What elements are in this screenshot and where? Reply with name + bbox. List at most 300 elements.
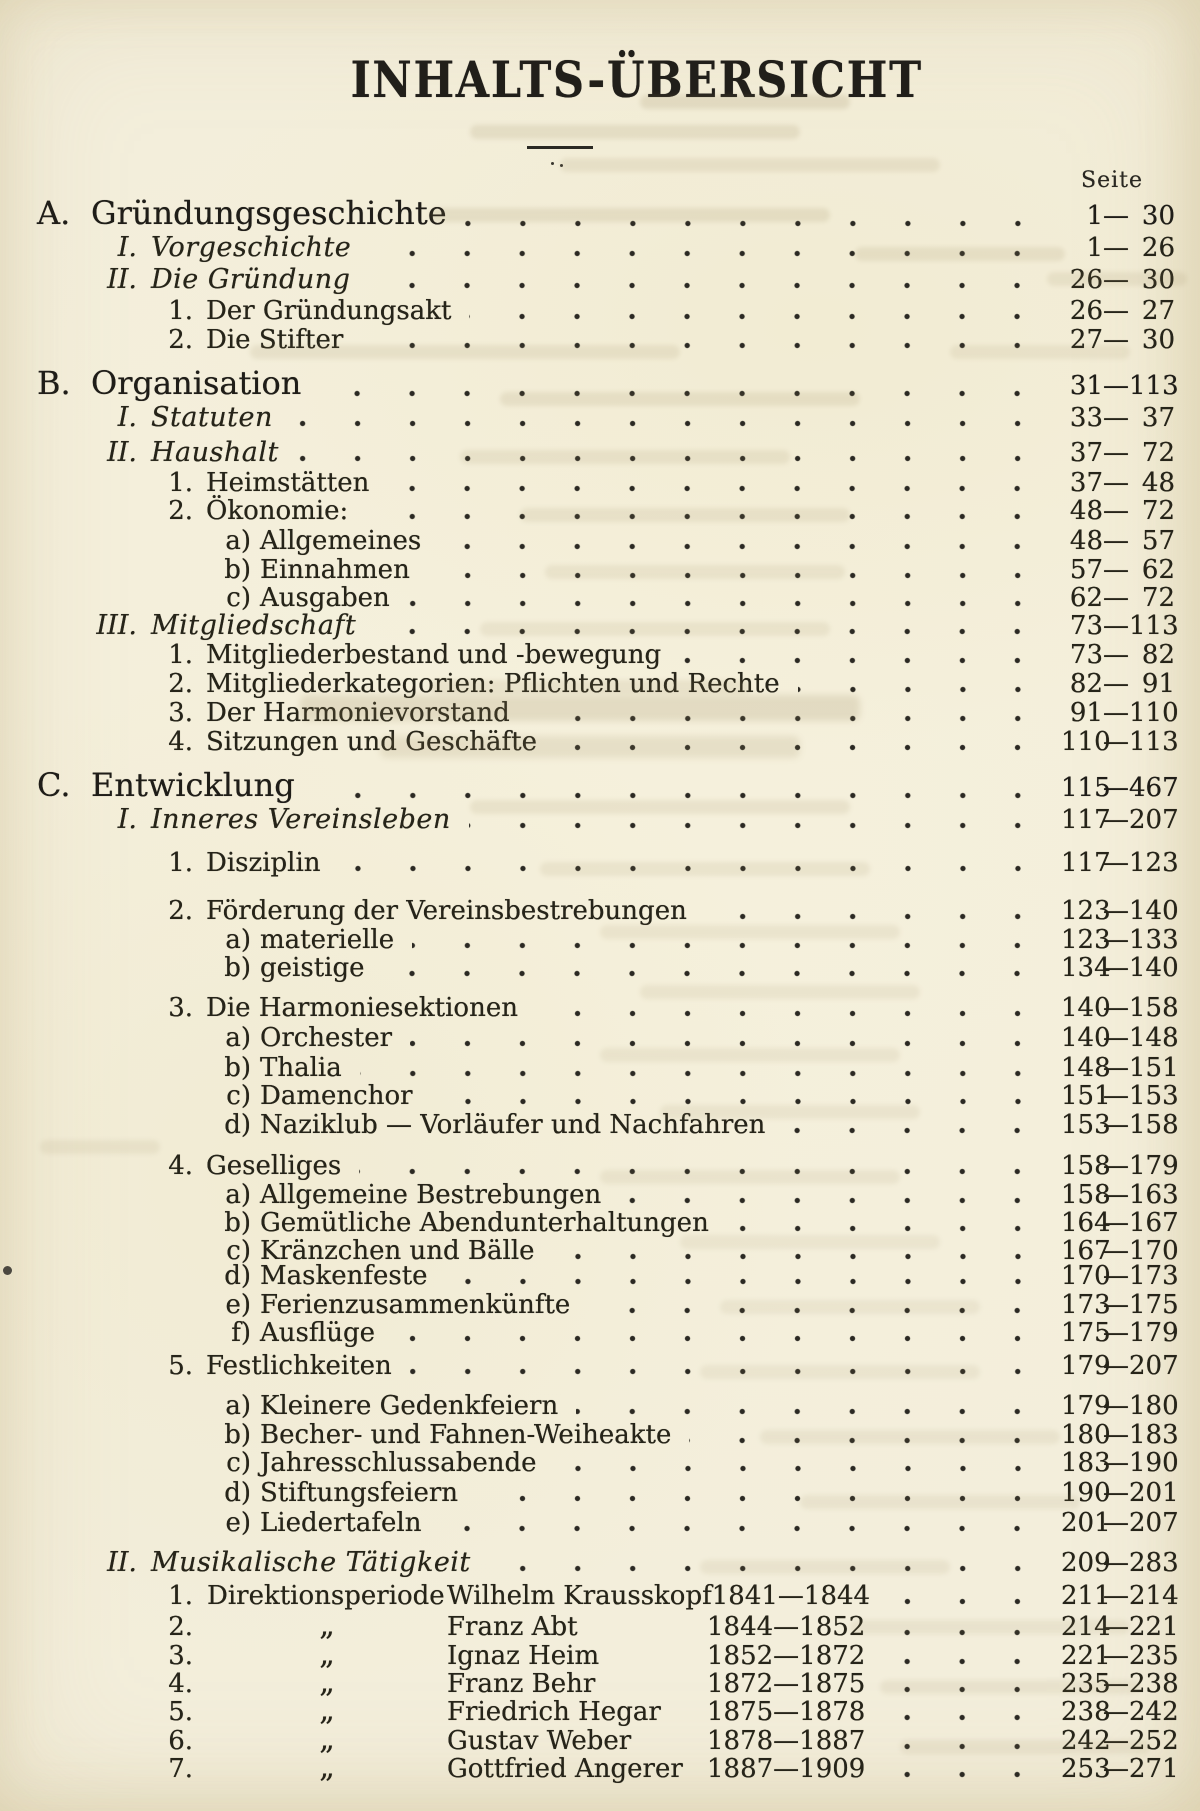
entry-role: „ (319, 1608, 335, 1643)
page-range (1061, 925, 1179, 955)
page-range-end: 72 (1141, 496, 1175, 526)
toc-entry (37, 804, 1179, 835)
entry-label: 2. (168, 669, 193, 699)
page-range-end: 27 (1141, 296, 1175, 326)
page-range-dash: — (1103, 1318, 1129, 1348)
page-range-start: 73 (1069, 611, 1103, 641)
page-range-end: 467 (1129, 773, 1179, 803)
page-range-dash: — (1103, 993, 1129, 1023)
entry-label: 1. (168, 296, 193, 326)
leader-dots (393, 1335, 1045, 1342)
page-range-end: 252 (1129, 1726, 1179, 1756)
leader-dots (361, 342, 1045, 349)
entry-label: e) (225, 1508, 251, 1538)
page-range-start: 134 (1061, 953, 1111, 983)
toc-entry (37, 1236, 1179, 1266)
toc-entry (37, 670, 1175, 698)
leader-dots (408, 600, 1045, 607)
toc-entry (37, 1448, 1179, 1478)
conductor-name: Ignaz Heim (447, 1641, 600, 1671)
page-range-end: 170 (1129, 1236, 1179, 1266)
conductor-entry (37, 1750, 1179, 1785)
tenure-years: 1844—1852 (707, 1612, 866, 1642)
leader-dots (705, 913, 1045, 920)
entry-title: Sitzungen und Geschäfte (206, 727, 537, 757)
page-range-end: 153 (1129, 1081, 1179, 1111)
entry-label: B. (37, 364, 71, 402)
entry-title: Entwicklung (91, 766, 295, 804)
leader-dots (588, 1307, 1045, 1314)
entry-title: Allgemeines (260, 526, 422, 556)
page-range-end: 113 (1129, 727, 1179, 757)
page-range-start: 140 (1061, 1023, 1111, 1053)
page-range (1061, 1669, 1179, 1699)
entry-label: d) (224, 1478, 251, 1508)
page-range-start: 173 (1061, 1290, 1111, 1320)
entry-label: 3. (168, 698, 193, 728)
toc-entry (37, 1081, 1179, 1111)
toc-entry (37, 1023, 1179, 1053)
page-range-end: 91 (1141, 669, 1175, 699)
page-range-dash: — (1103, 669, 1129, 699)
page-range-start: 110 (1061, 727, 1111, 757)
page-range (1061, 497, 1175, 525)
conductor-entry (37, 1608, 1179, 1643)
entry-label: III. (96, 610, 137, 641)
entry-title: Ökonomie: (206, 496, 349, 526)
entry-title: Kränzchen und Bälle (260, 1236, 535, 1266)
entry-label: 2. (168, 325, 193, 355)
toc-entry (37, 766, 1179, 804)
entry-title: Kleinere Gedenkfeiern (260, 1391, 559, 1421)
page-range-start: 235 (1061, 1669, 1111, 1699)
page-range-dash: — (1103, 611, 1129, 641)
page-range-start: 170 (1061, 1261, 1111, 1291)
toc-entry (37, 1053, 1179, 1083)
page-range-dash: — (1103, 1391, 1129, 1421)
entry-number: 3. (168, 1641, 193, 1671)
toc-entry (37, 610, 1179, 641)
toc-entry (37, 1318, 1179, 1348)
page-range-dash: — (1103, 555, 1129, 585)
leader-dots (359, 1168, 1045, 1175)
toc-entry (37, 1391, 1179, 1421)
tenure-years: 1878—1887 (707, 1726, 866, 1756)
page-range-dash: — (1103, 1351, 1129, 1381)
toc-entry (37, 297, 1175, 325)
page-range-end: 201 (1129, 1478, 1179, 1508)
page-range (1061, 469, 1175, 497)
entry-label: II. (107, 1547, 137, 1578)
leader-dots (369, 250, 1045, 257)
entry-title: Mitgliederbestand und -bewegung (206, 640, 662, 670)
leader-dots (291, 420, 1045, 427)
page-range-end: 179 (1129, 1151, 1179, 1181)
entry-title: Geselliges (206, 1151, 342, 1181)
leader-dots (313, 792, 1045, 799)
conductor-entry (37, 1693, 1179, 1728)
toc-entry (37, 194, 1175, 232)
entry-label: I. (117, 402, 137, 433)
entry-label: c) (226, 583, 251, 613)
toc-entry (37, 1290, 1179, 1320)
entry-title: geistige (260, 953, 365, 983)
page-range-dash: — (1103, 1548, 1129, 1578)
page-range-end: 238 (1129, 1669, 1179, 1699)
page-range-end: 167 (1129, 1208, 1179, 1238)
page-range-end: 30 (1141, 201, 1175, 231)
page-range-dash: — (1103, 1110, 1129, 1140)
page-range (1061, 297, 1175, 325)
page-range-dash: — (1103, 1180, 1129, 1210)
page-range-dash: — (1103, 201, 1129, 231)
page-range-start: 158 (1061, 1151, 1111, 1181)
page-range-end: 123 (1129, 848, 1179, 878)
page-range (1061, 1420, 1179, 1450)
page-range-start: 123 (1061, 896, 1111, 926)
page-range-dash: — (1103, 403, 1129, 433)
ink-speck (3, 1266, 12, 1275)
entry-title: Mitgliederkategorien: Pflichten und Rechte (206, 669, 780, 699)
page-range-end: 140 (1129, 953, 1179, 983)
entry-role: „ (319, 1722, 335, 1757)
page-range-dash: — (1103, 1208, 1129, 1238)
page-range-dash: — (1103, 773, 1129, 803)
leader-dots (387, 485, 1045, 492)
entry-role: Direktionsperiode (207, 1581, 445, 1611)
leader-dots (374, 628, 1045, 635)
tenure-years: 1887—1909 (707, 1754, 866, 1784)
page-range-start: 117 (1061, 848, 1111, 878)
page-range (1061, 805, 1179, 835)
page-range (1061, 848, 1179, 878)
ink-specks (551, 162, 565, 168)
page-range-end: 26 (1141, 233, 1175, 263)
page-range (1061, 611, 1179, 641)
page-range-end: 82 (1141, 640, 1175, 670)
toc-entry (37, 848, 1179, 878)
toc-entry (37, 896, 1179, 926)
page-range-end: 57 (1141, 526, 1175, 556)
conductor-entry (37, 1722, 1179, 1757)
leader-dots (876, 1598, 1045, 1605)
toc-entry (37, 1261, 1179, 1291)
entry-label: I. (117, 804, 137, 835)
page-range-dash: — (1103, 468, 1129, 498)
conductor-name: Franz Abt (447, 1612, 578, 1642)
entry-label: b) (224, 1053, 251, 1083)
entry-label: c) (226, 1236, 251, 1266)
page-range-dash: — (1103, 1754, 1129, 1784)
page-range-start: 190 (1061, 1478, 1111, 1508)
leader-dots (689, 1437, 1045, 1444)
page-range-dash: — (1103, 1053, 1129, 1083)
toc-entry (37, 1547, 1179, 1578)
page-range-dash: — (1103, 1290, 1129, 1320)
entry-title: Organisation (91, 364, 302, 402)
page-range (1061, 1581, 1179, 1611)
entry-label: a) (225, 526, 251, 556)
page-range-start: 238 (1061, 1697, 1111, 1727)
conductor-name: Friedrich Hegar (447, 1697, 661, 1727)
page-range-end: 158 (1129, 1110, 1179, 1140)
entry-title: Becher- und Fahnen-Weiheakte (260, 1420, 672, 1450)
page-range (1061, 698, 1179, 728)
leader-dots (555, 1465, 1045, 1472)
page-range-start: 175 (1061, 1318, 1111, 1348)
entry-number: 5. (168, 1697, 193, 1727)
leader-dots (410, 1040, 1045, 1047)
toc-entry (37, 698, 1179, 728)
entry-label: II. (107, 264, 137, 295)
entry-label: c) (226, 1081, 251, 1111)
entry-label: f) (231, 1318, 251, 1348)
toc-entry (37, 1508, 1179, 1538)
toc-entry (37, 993, 1179, 1023)
page-range (1061, 993, 1179, 1023)
page-range-dash: — (1103, 371, 1129, 401)
toc-entry (37, 1420, 1179, 1450)
page-range-end: 173 (1129, 1261, 1179, 1291)
entry-title: Inneres Vereinsleben (151, 804, 451, 835)
leader-dots (871, 1771, 1045, 1778)
page-range-start: 140 (1061, 993, 1111, 1023)
leader-dots (798, 686, 1045, 693)
tenure-years: 1841—1844 (711, 1581, 871, 1611)
entry-label: II. (107, 437, 137, 468)
bleed-through-artifact (470, 125, 800, 139)
page-range-dash: — (1103, 953, 1129, 983)
page-column-header: Seite (1081, 168, 1143, 193)
toc-entry (37, 1110, 1179, 1140)
page-range-start: 180 (1061, 1420, 1111, 1450)
page-range-start: 1 (1086, 201, 1103, 231)
page-range (1061, 670, 1175, 698)
page-range-dash: — (1103, 1448, 1129, 1478)
conductor-name: Wilhelm Krausskopf (447, 1581, 712, 1611)
entry-label: 2. (168, 496, 193, 526)
page-range-start: 37 (1069, 468, 1103, 498)
entry-title: Disziplin (206, 848, 321, 878)
leader-dots (319, 390, 1045, 397)
page-range-dash: — (1103, 1081, 1129, 1111)
page-range (1061, 1208, 1179, 1238)
leader-dots (360, 1070, 1045, 1077)
entry-title: Der Harmonievorstand (206, 698, 510, 728)
toc-entry (37, 584, 1175, 612)
page-range-start: 183 (1061, 1448, 1111, 1478)
page-range-end: 242 (1129, 1697, 1179, 1727)
toc-entry (37, 641, 1175, 669)
leader-dots (446, 1278, 1045, 1285)
entry-title: Vorgeschichte (151, 232, 352, 263)
entry-title: Mitgliedschaft (151, 610, 357, 641)
page-range (1061, 727, 1179, 757)
page-range-end: 221 (1129, 1612, 1179, 1642)
entry-number: 7. (168, 1754, 193, 1784)
entry-title: Einnahmen (260, 555, 410, 585)
leader-dots (553, 1253, 1045, 1260)
entry-label: 2. (168, 896, 193, 926)
entry-label: 1. (168, 848, 193, 878)
page-range (1061, 1053, 1179, 1083)
page-range-end: 179 (1129, 1318, 1179, 1348)
entry-title: Stiftungsfeiern (260, 1478, 459, 1508)
page-range-start: 179 (1061, 1351, 1111, 1381)
page-range-end: 283 (1129, 1548, 1179, 1578)
leader-dots (431, 1098, 1045, 1105)
page-range-start: 167 (1061, 1236, 1111, 1266)
page-range-start: 117 (1061, 805, 1111, 835)
page-range-start: 201 (1061, 1508, 1111, 1538)
page-range (1061, 641, 1175, 669)
page-range (1061, 1641, 1179, 1671)
entry-label: C. (37, 766, 71, 804)
leader-dots (439, 1525, 1045, 1532)
tenure-years: 1875—1878 (707, 1697, 866, 1727)
page-range-end: 175 (1129, 1290, 1179, 1320)
page-range-dash: — (1103, 640, 1129, 670)
page-range (1061, 1351, 1179, 1381)
page-range-end: 163 (1129, 1180, 1179, 1210)
toc-entry (37, 1351, 1179, 1381)
entry-title: Damenchor (260, 1081, 413, 1111)
entry-title: Der Gründungsakt (206, 296, 452, 326)
page-range-start: 253 (1061, 1754, 1111, 1784)
page-range-end: 48 (1141, 468, 1175, 498)
entry-title: Maskenfeste (260, 1261, 428, 1291)
entry-title: Festlichkeiten (206, 1351, 392, 1381)
page-range-start: 48 (1069, 496, 1103, 526)
page-range (1061, 953, 1179, 983)
page-range-start: 211 (1061, 1581, 1111, 1611)
leader-dots (871, 1686, 1045, 1693)
entry-label: b) (224, 1208, 251, 1238)
entry-role: „ (319, 1693, 335, 1728)
page-range-start: 37 (1069, 438, 1103, 468)
leader-dots (366, 513, 1045, 520)
entry-label: a) (225, 1180, 251, 1210)
page-range-start: 151 (1061, 1081, 1111, 1111)
toc-entry (37, 925, 1179, 955)
page-range (1061, 584, 1175, 612)
entry-role: „ (319, 1665, 335, 1700)
conductor-entry (37, 1665, 1179, 1700)
page-range (1061, 439, 1175, 467)
entry-title: Orchester (260, 1023, 393, 1053)
page-range (1061, 1754, 1179, 1784)
page-range-start: 214 (1061, 1612, 1111, 1642)
page-range-dash: — (1103, 265, 1129, 295)
toc-entry (37, 234, 1175, 262)
leader-dots (297, 455, 1045, 462)
page-range-start: 57 (1069, 555, 1103, 585)
toc-entry (37, 1151, 1179, 1181)
page-range-start: 115 (1061, 773, 1111, 803)
toc-entry (37, 364, 1179, 402)
entry-title: materielle (260, 925, 395, 955)
page-range-dash: — (1103, 526, 1129, 556)
entry-title: Musikalische Tätigkeit (151, 1547, 471, 1578)
page-range-end: 62 (1141, 555, 1175, 585)
entry-title: Statuten (151, 402, 273, 433)
entry-number: 1. (168, 1581, 193, 1611)
page-range-start: 158 (1061, 1180, 1111, 1210)
leader-dots (476, 1495, 1045, 1502)
page-range-dash: — (1103, 805, 1129, 835)
title-rule-divider (527, 146, 593, 149)
page-range (1061, 1290, 1179, 1320)
page-range (1061, 326, 1175, 354)
entry-title: Jahresschlussabende (260, 1448, 537, 1478)
entry-title: Gründungsgeschichte (91, 194, 447, 232)
entry-label: 4. (168, 727, 193, 757)
entry-label: a) (225, 1391, 251, 1421)
entry-title: Ferienzusammenkünfte (260, 1290, 571, 1320)
page-range (1061, 1180, 1179, 1210)
toc-entry (37, 1208, 1179, 1238)
page-range-dash: — (1103, 1261, 1129, 1291)
page-range-dash: — (1103, 233, 1129, 263)
page-range-end: 151 (1129, 1053, 1179, 1083)
page-range (1061, 1151, 1179, 1181)
toc-entry (37, 953, 1179, 983)
page-range-dash: — (1103, 1478, 1129, 1508)
page-range (1061, 556, 1175, 584)
page-range-dash: — (1103, 325, 1129, 355)
entry-title: Liedertafeln (260, 1508, 422, 1538)
page-range-end: 235 (1129, 1641, 1179, 1671)
page-range-end: 271 (1129, 1754, 1179, 1784)
entry-label: a) (225, 1023, 251, 1053)
page-range-dash: — (1103, 1581, 1129, 1611)
page-range (1061, 404, 1175, 432)
entry-label: c) (226, 1448, 251, 1478)
page-range-start: 31 (1069, 371, 1103, 401)
entry-label: e) (225, 1290, 251, 1320)
entry-title: Ausgaben (260, 583, 390, 613)
toc-entry (37, 469, 1175, 497)
page-range-dash: — (1103, 896, 1129, 926)
page-range-end: 207 (1129, 1508, 1179, 1538)
leader-dots (412, 942, 1045, 949)
page-range-start: 164 (1061, 1208, 1111, 1238)
entry-label: a) (225, 925, 251, 955)
page-range (1061, 1726, 1179, 1756)
entry-label: 1. (168, 640, 193, 670)
leader-dots (555, 744, 1045, 751)
page-range-end: 214 (1129, 1581, 1179, 1611)
leader-dots (783, 1127, 1045, 1134)
page-range-dash: — (1103, 1236, 1129, 1266)
entry-title: Gemütliche Abendunterhaltungen (260, 1208, 709, 1238)
page-range-dash: — (1103, 848, 1129, 878)
entry-label: d) (224, 1110, 251, 1140)
entry-number: 4. (168, 1669, 193, 1699)
page-range-dash: — (1103, 698, 1129, 728)
page-range-start: 179 (1061, 1391, 1111, 1421)
entry-title: Förderung der Vereinsbestrebungen (206, 896, 687, 926)
entry-label: b) (224, 953, 251, 983)
leader-dots (439, 543, 1045, 550)
entry-role: „ (319, 1637, 335, 1672)
leader-dots (428, 572, 1045, 579)
page-range (1061, 1110, 1179, 1140)
leader-dots (382, 970, 1045, 977)
page-range-end: 30 (1141, 265, 1175, 295)
entry-title: Ausflüge (260, 1318, 375, 1348)
toc-entry (37, 266, 1175, 294)
